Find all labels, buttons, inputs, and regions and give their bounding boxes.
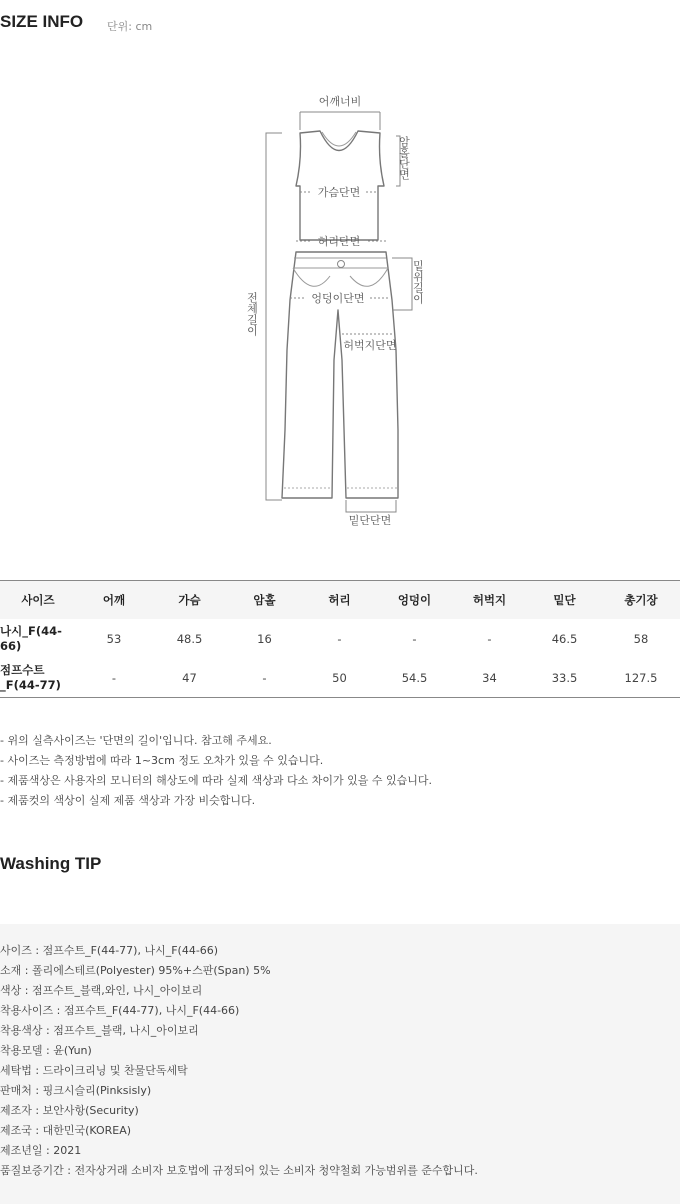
table-header: 암홀 <box>227 581 302 620</box>
table-header: 엉덩이 <box>377 581 452 620</box>
table-header: 총기장 <box>602 581 680 620</box>
table-cell: 58 <box>633 631 649 646</box>
table-cell: - <box>337 631 342 646</box>
table-cell: 53 <box>106 631 122 646</box>
hem-label: 밑단단면 <box>348 514 392 527</box>
table-row <box>0 658 680 698</box>
info-line: 소재 : 폴리에스테르(Polyester) 95%+스판(Span) 5% <box>0 964 271 977</box>
unit-label: 단위: cm <box>107 20 153 33</box>
info-line: 착용사이즈 : 점프수트_F(44-77), 나시_F(44-66) <box>0 1004 240 1017</box>
table-cell: 46.5 <box>551 631 578 646</box>
table-cell: 54.5 <box>377 658 452 698</box>
table-header: 어깨 <box>76 581 152 620</box>
table-cell: 47 <box>152 658 227 698</box>
table-cell-size: 점프수트_F(44-77) <box>0 658 76 698</box>
table-header: 허리 <box>302 581 377 620</box>
garment-diagram <box>0 80 680 540</box>
table-cell: 50 <box>302 658 377 698</box>
info-line: 품질보증기간 : 전자상거래 소비자 보호법에 규정되어 있는 소비자 청약철회 가능범위를 준수합니다. <box>0 1164 478 1177</box>
chest-label: 가슴단면 <box>317 186 361 199</box>
table-header: 사이즈 <box>0 581 76 620</box>
table-cell: 48.5 <box>176 631 203 646</box>
table-header: 허벅지 <box>452 581 527 620</box>
table-cell: - <box>76 658 152 698</box>
info-line: 판매처 : 핑크시슬리(Pinksisly) <box>0 1084 152 1097</box>
info-line: 사이즈 : 점프수트_F(44-77), 나시_F(44-66) <box>0 944 219 957</box>
info-line: 색상 : 점프수트_블랙,와인, 나시_아이보리 <box>0 984 203 997</box>
table-cell: 34 <box>452 658 527 698</box>
table-cell-size: 나시_F(44-66) <box>0 623 62 653</box>
table-cell: 127.5 <box>602 658 680 698</box>
rise-label: 밑위길이 <box>411 260 425 304</box>
note-line: - 제품컷의 색상이 실제 제품 색상과 가장 비슷합니다. <box>0 794 256 807</box>
note-line: - 제품색상은 사용자의 모니터의 해상도에 따라 실제 색상과 다소 차이가 있을 수 있습니다. <box>0 774 432 787</box>
shoulder-label: 어깨너비 <box>318 95 362 108</box>
info-line: 제조자 : 보안사항(Security) <box>0 1104 139 1117</box>
info-line: 제조국 : 대한민국(KOREA) <box>0 1124 132 1137</box>
table-cell: - <box>412 631 417 646</box>
size-table <box>0 580 680 698</box>
size-info-header <box>0 12 153 36</box>
table-row <box>0 619 680 658</box>
waist-label: 허리단면 <box>317 235 361 248</box>
table-header-row <box>0 581 680 620</box>
jumpsuit-outline <box>282 252 398 498</box>
product-info-box <box>0 924 680 1204</box>
note-line: - 사이즈는 측정방법에 따라 1~3cm 정도 오차가 있을 수 있습니다. <box>0 754 324 767</box>
total-length-label: 전체길이 <box>245 292 259 336</box>
table-cell: - <box>227 658 302 698</box>
table-cell: 16 <box>257 631 272 646</box>
size-info-title: SIZE INFO <box>0 12 84 31</box>
size-notes <box>0 731 432 811</box>
washing-tip-title: Washing TIP <box>0 854 102 873</box>
table-header: 가슴 <box>152 581 227 620</box>
info-line: 세탁법 : 드라이크리닝 및 찬물단독세탁 <box>0 1064 188 1077</box>
info-line: 착용색상 : 점프수트_블랙, 나시_아이보리 <box>0 1024 199 1037</box>
info-line: 착용모델 : 윤(Yun) <box>0 1044 92 1057</box>
armhole-label: 암홀단면 <box>397 136 411 180</box>
info-line: 제조년일 : 2021 <box>0 1144 82 1157</box>
table-cell: - <box>487 631 492 646</box>
thigh-label: 허벅지단면 <box>343 339 397 352</box>
table-cell: 33.5 <box>527 658 602 698</box>
hip-label: 엉덩이단면 <box>311 292 365 305</box>
table-header: 밑단 <box>527 581 602 620</box>
note-line: - 위의 실측사이즈는 '단면의 길이'입니다. 참고해 주세요. <box>0 734 272 747</box>
